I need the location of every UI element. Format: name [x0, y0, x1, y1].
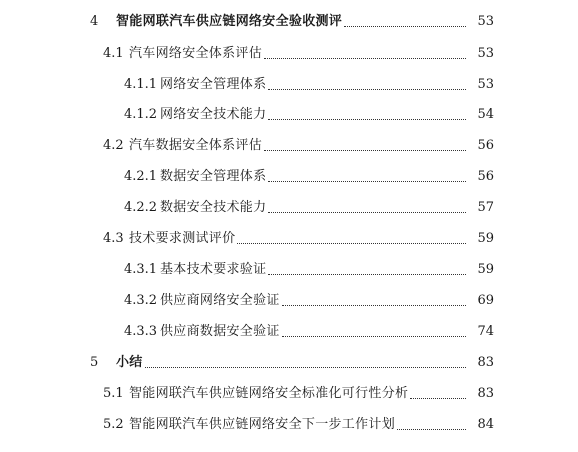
- toc-entry-title: 技术要求测试评价: [129, 231, 236, 246]
- toc-entry-number: 4: [90, 14, 99, 29]
- toc-dot-leader: [268, 274, 466, 275]
- toc-entry-section-4-2-2[interactable]: [0, 198, 578, 218]
- toc-entry-number: 4.1.1: [124, 77, 158, 92]
- toc-entry-number: 5: [90, 355, 99, 370]
- toc-entry-section-4-1-2[interactable]: [0, 105, 578, 125]
- toc-entry-page: 83: [477, 355, 494, 370]
- toc-entry-title: 网络安全管理体系: [160, 77, 267, 92]
- toc-entry-number: 4.2: [103, 138, 124, 153]
- toc-entry-number: 4.3.3: [124, 324, 158, 339]
- toc-entry-page: 56: [477, 138, 494, 153]
- toc-entry-page: 53: [477, 14, 494, 29]
- toc-entry-title: 小结: [116, 355, 143, 370]
- toc-entry-section-4-2[interactable]: [0, 136, 578, 156]
- toc-entry-number: 4.3: [103, 231, 124, 246]
- toc-entry-title: 智能网联汽车供应链网络安全验收测评: [116, 14, 343, 29]
- toc-entry-section-5-1[interactable]: [0, 384, 578, 404]
- toc-entry-number: 5.1: [103, 386, 124, 401]
- toc-entry-title: 数据安全管理体系: [160, 169, 267, 184]
- toc-dot-leader: [268, 212, 466, 213]
- toc-entry-page: 84: [477, 417, 494, 432]
- toc-entry-number: 5.2: [103, 417, 124, 432]
- toc-dot-leader: [264, 150, 466, 151]
- toc-entry-title: 数据安全技术能力: [160, 200, 267, 215]
- toc-dot-leader: [237, 243, 466, 244]
- toc-entry-title: 网络安全技术能力: [160, 107, 267, 122]
- toc-entry-title: 供应商网络安全验证: [160, 293, 280, 308]
- toc-entry-section-5-2[interactable]: [0, 415, 578, 435]
- toc-entry-number: 4.2.2: [124, 200, 158, 215]
- toc-entry-page: 54: [477, 107, 494, 122]
- toc-entry-section-4-1[interactable]: [0, 44, 578, 64]
- toc-entry-page: 59: [477, 262, 494, 277]
- toc-dot-leader: [264, 58, 466, 59]
- toc-entry-page: 53: [477, 77, 494, 92]
- toc-dot-leader: [410, 398, 466, 399]
- toc-entry-number: 4.1.2: [124, 107, 158, 122]
- toc-entry-number: 4.1: [103, 46, 124, 61]
- toc-entry-number: 4.2.1: [124, 169, 158, 184]
- toc-dot-leader: [268, 181, 466, 182]
- toc-entry-title: 汽车数据安全体系评估: [129, 138, 263, 153]
- toc-entry-chapter-4[interactable]: [0, 12, 578, 32]
- toc-dot-leader: [145, 367, 466, 368]
- toc-entry-section-4-3[interactable]: [0, 229, 578, 249]
- toc-entry-title: 供应商数据安全验证: [160, 324, 280, 339]
- toc-entry-section-4-1-1[interactable]: [0, 75, 578, 95]
- toc-dot-leader: [268, 119, 466, 120]
- toc-entry-title: 基本技术要求验证: [160, 262, 267, 277]
- toc-entry-page: 59: [477, 231, 494, 246]
- toc-dot-leader: [397, 429, 466, 430]
- toc-entry-page: 56: [477, 169, 494, 184]
- toc-entry-chapter-5[interactable]: [0, 353, 578, 373]
- toc-dot-leader: [282, 336, 466, 337]
- toc-entry-section-4-3-2[interactable]: [0, 291, 578, 311]
- toc-dot-leader: [344, 26, 466, 27]
- toc-entry-title: 智能网联汽车供应链网络安全下一步工作计划: [129, 417, 396, 432]
- toc-entry-number: 4.3.1: [124, 262, 158, 277]
- toc-entry-title: 智能网联汽车供应链网络安全标准化可行性分析: [129, 386, 409, 401]
- toc-entry-page: 74: [477, 324, 494, 339]
- toc-entry-page: 69: [477, 293, 494, 308]
- toc-dot-leader: [282, 305, 466, 306]
- toc-dot-leader: [268, 89, 466, 90]
- toc-entry-page: 83: [477, 386, 494, 401]
- toc-entry-page: 53: [477, 46, 494, 61]
- toc-entry-number: 4.3.2: [124, 293, 158, 308]
- toc-entry-section-4-3-1[interactable]: [0, 260, 578, 280]
- toc-entry-title: 汽车网络安全体系评估: [129, 46, 263, 61]
- toc-entry-page: 57: [477, 200, 494, 215]
- toc-entry-section-4-2-1[interactable]: [0, 167, 578, 187]
- toc-entry-section-4-3-3[interactable]: [0, 322, 578, 342]
